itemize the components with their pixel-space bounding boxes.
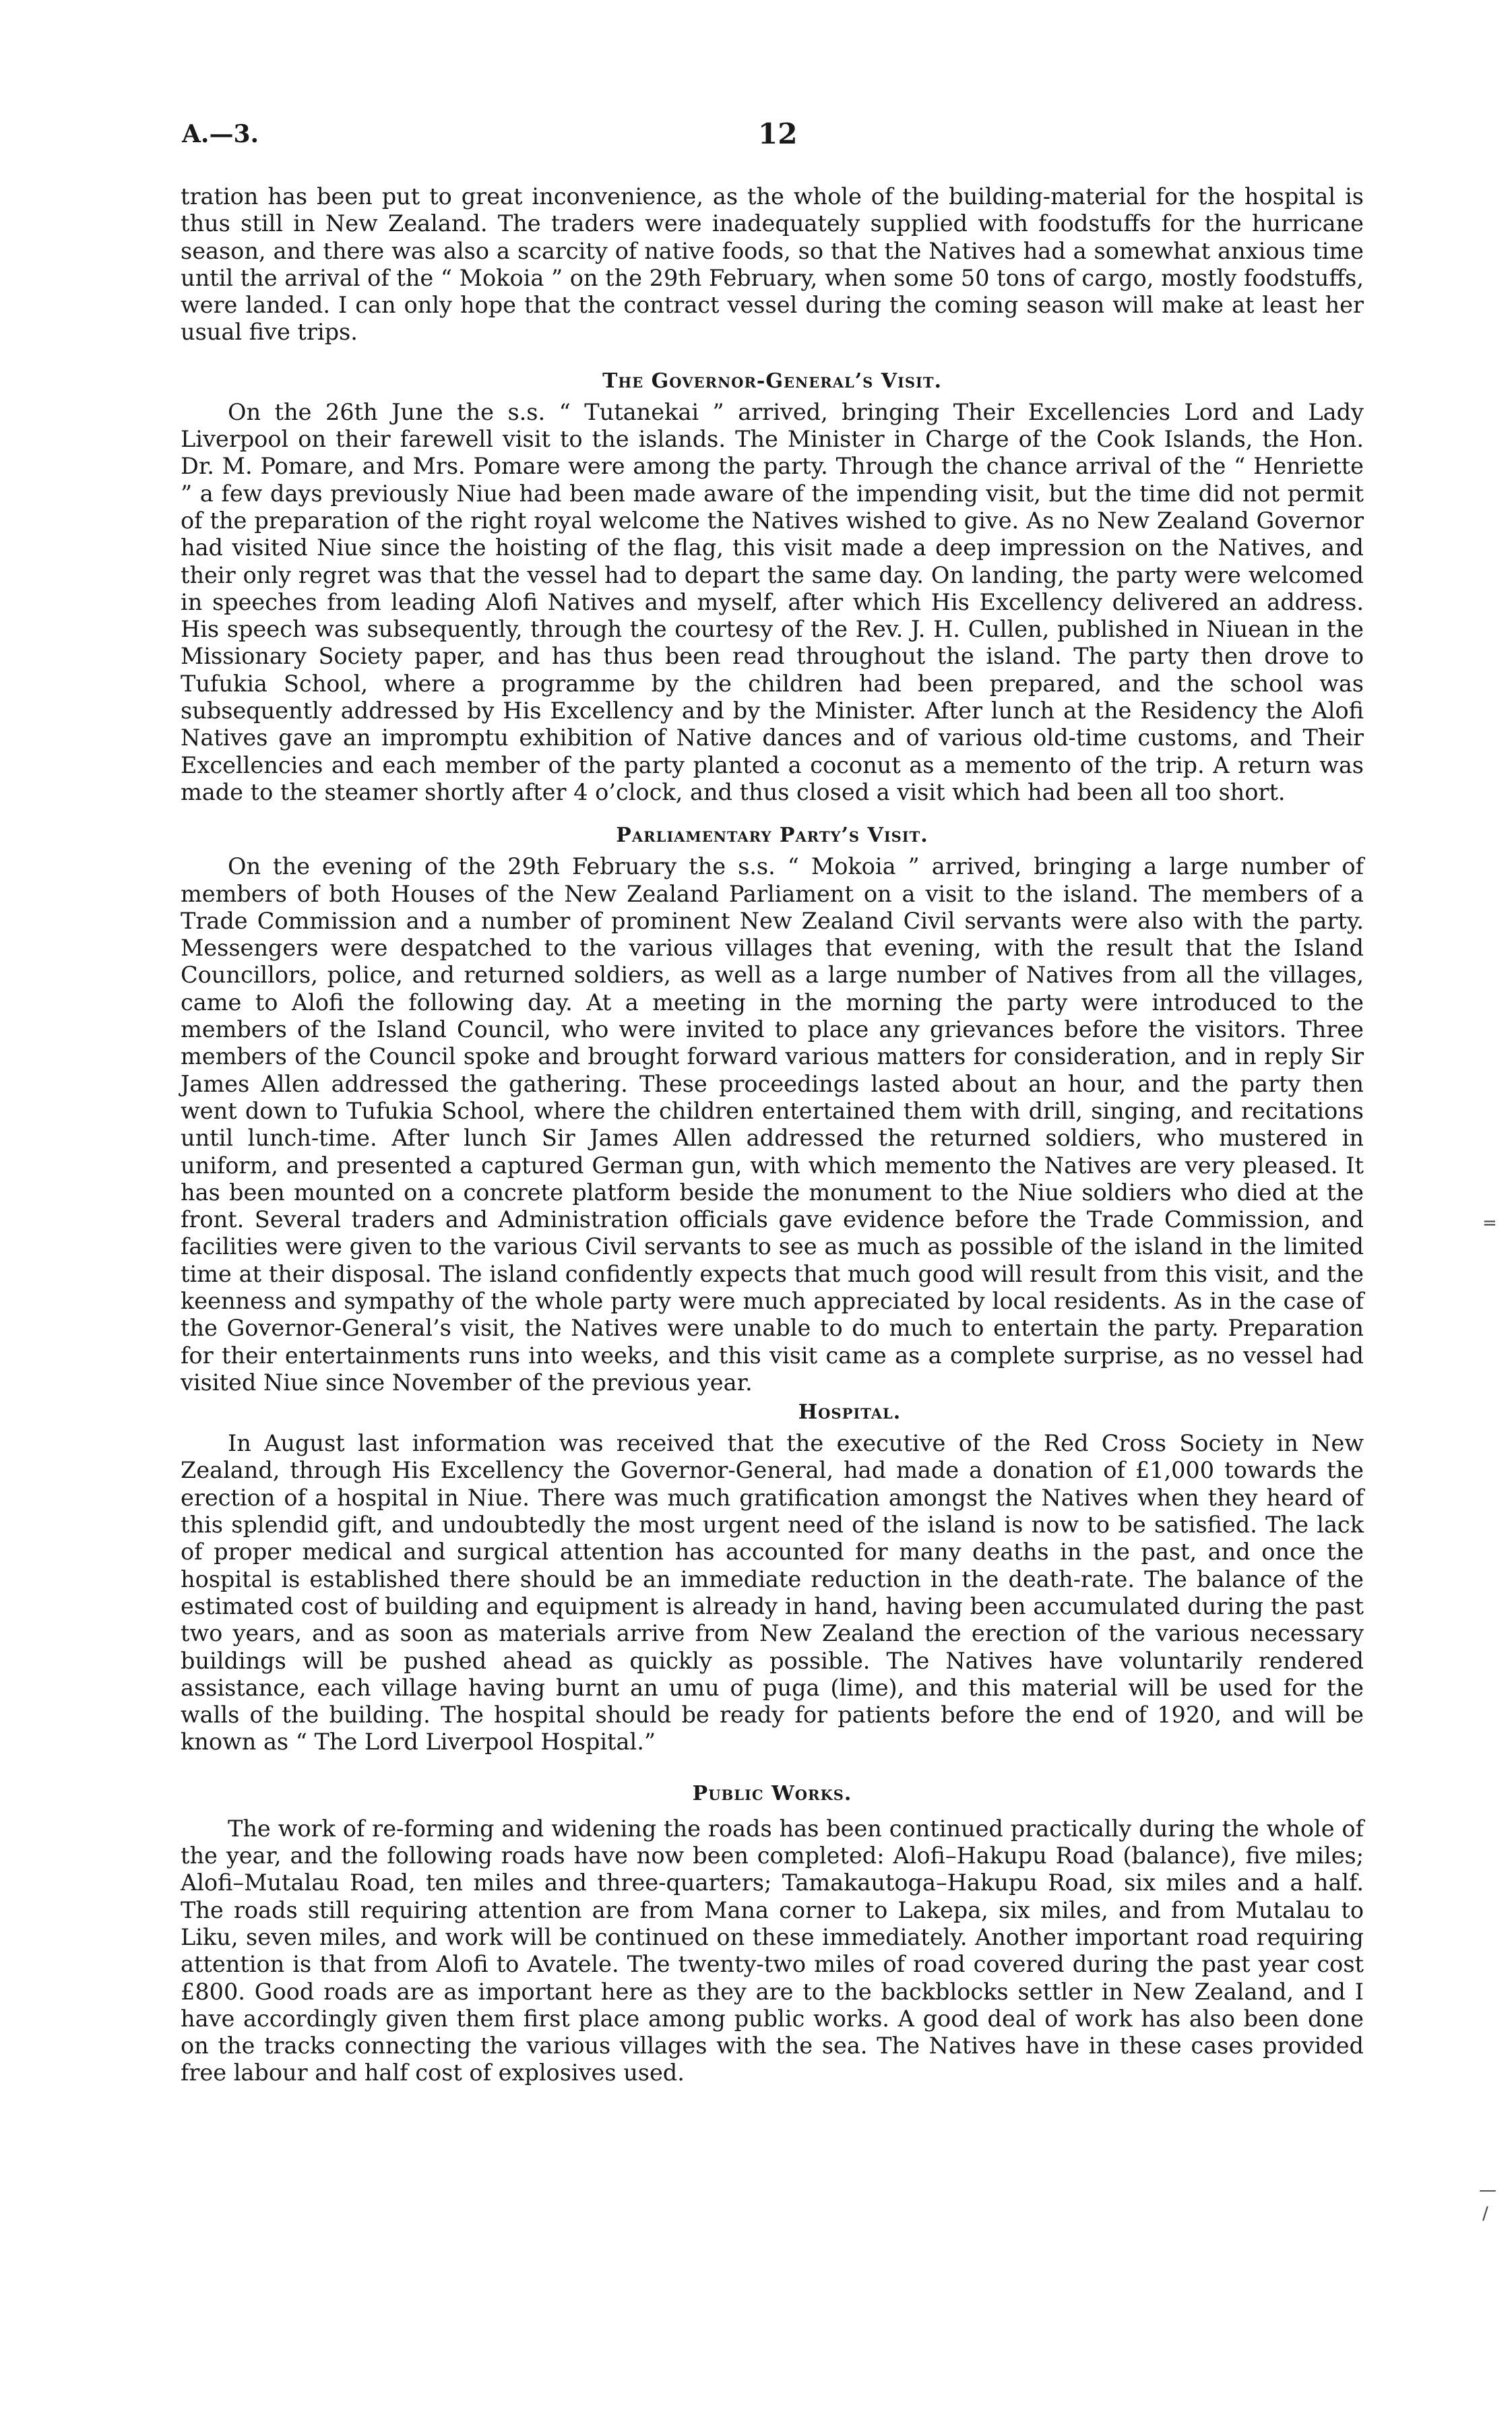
margin-scan-mark: =: [1482, 1213, 1497, 1233]
margin-scan-mark: —: [1479, 2180, 1497, 2200]
hospital-paragraph: In August last information was received that the executive of the Red Cross Society in New Zealand, through His Excellency the Governor-General, had made a donation of £1,000 towards the erection of a hospital in Niue. There was much gratification amongst the Natives when they heard of this splendid gift, and undoubtedly the most urgent need of the island is now to be satisfied. The lack of proper medical and surgical attention has accounted for many deaths in the past, and once the hospital is established there should be an immediate reduction in the death-rate. The balance of the estimated cost of building and equipment is already in hand, having been accumulated during the past two years, and as soon as materials arrive from New Zealand the erection of the various necessary buildings will be pushed ahead as quickly as possible. The Natives have voluntarily rendered assistance, each village having burnt an umu of puga (lime), and this material will be used for the walls of the building. The hospital should be ready for patients before the end of 1920, and will be known as “ The Lord Liverpool Hospital.”: [181, 1430, 1364, 1756]
section-heading-parliamentary-visit: Parliamentary Party’s Visit.: [616, 824, 928, 848]
public-works-paragraph: The work of re-forming and widening the roads has been continued practically during the whole of the year, and the following roads have now been completed: Alofi–Hakupu Road (balance), five miles; Alofi–Mutalau Road, ten miles and three-quarters; Tamakautoga–Hakupu Road, six miles and a half. The roads still requiring attention are from Mana corner to Lakepa, six miles, and from Mutalau to Liku, seven miles, and work will be continued on these immediately. Another important road requiring attention is that from Alofi to Avatele. The twenty-two miles of road covered during the past year cost £800. Good roads are as important here as they are to the backblocks settler in New Zealand, and I have accordingly given them first place among public works. A good deal of work has also been done on the tracks connecting the various villages with the sea. The Natives have in these cases provided free labour and half cost of explosives used.: [181, 1815, 1364, 2086]
governor-visit-paragraph: On the 26th June the s.s. “ Tutanekai ” arrived, bringing Their Excellencies Lord and Lady Liverpool on their farewell visit to the islands. The Minister in Charge of the Cook Islands, the Hon. Dr. M. Pomare, and Mrs. Pomare were among the party. Through the chance arrival of the “ Henriette ” a few days previously Niue had been made aware of the impending visit, but the time did not permit of the preparation of the right royal welcome the Natives wished to give. As no New Zealand Governor had visited Niue since the hoisting of the flag, this visit made a deep impression on the Natives, and their only regret was that the vessel had to depart the same day. On landing, the party were welcomed in speeches from leading Alofi Natives and myself, after which His Excellency delivered an address. His speech was subsequently, through the courtesy of the Rev. J. H. Cullen, published in Niuean in the Missionary Society paper, and has thus been read throughout the island. The party then drove to Tufukia School, where a programme by the children had been prepared, and the school was subsequently addressed by His Excellency and by the Minister. After lunch at the Residency the Alofi Natives gave an impromptu exhibition of Native dances and of various old-time customs, and Their Excellencies and each member of the party planted a coconut as a memento of the trip. A return was made to the steamer shortly after 4 o’clock, and thus closed a visit which had been all too short.: [181, 398, 1364, 805]
parliamentary-visit-paragraph: On the evening of the 29th February the s.s. “ Mokoia ” arrived, bringing a large number of members of both Houses of the New Zealand Parliament on a visit to the island. The members of a Trade Commission and a number of prominent New Zealand Civil servants were also with the party. Messengers were despatched to the various villages that evening, with the result that the Island Councillors, police, and returned soldiers, as well as a large number of Natives from all the villages, came to Alofi the following day. At a meeting in the morning the party were introduced to the members of the Island Council, who were invited to place any grievances before the visitors. Three members of the Council spoke and brought forward various matters for consideration, and in reply Sir James Allen addressed the gathering. These proceedings lasted about an hour, and the party then went down to Tufukia School, where the children entertained them with drill, singing, and recitations until lunch-time. After lunch Sir James Allen addressed the returned soldiers, who mustered in uniform, and presented a captured German gun, with which memento the Natives are very pleased. It has been mounted on a concrete platform beside the monument to the Niue soldiers who died at the front. Several traders and Administration officials gave evidence before the Trade Commission, and facilities were given to the various Civil servants to see as much as possible of the island in the limited time at their disposal. The island confidently expects that much good will result from this visit, and the keenness and sympathy of the whole party were much appreciated by local residents. As in the case of the Governor-General’s visit, the Natives were unable to do much to entertain the party. Preparation for their entertainments runs into weeks, and this visit came as a complete surprise, as no vessel had visited Niue since November of the previous year.: [181, 853, 1364, 1396]
page-number: 12: [758, 117, 798, 150]
page-header: [182, 117, 1361, 160]
section-heading-hospital: Hospital.: [798, 1400, 902, 1425]
document-reference: A.—3.: [182, 120, 259, 148]
intro-paragraph: tration has been put to great inconvenience, as the whole of the building-material for the hospital is thus still in New Zealand. The traders were inadequately supplied with foodstuffs for the hurricane season, and there was also a scarcity of native foods, so that the Natives had a somewhat anxious time until the arrival of the “ Mokoia ” on the 29th February, when some 50 tons of cargo, mostly foodstuffs, were landed. I can only hope that the contract vessel during the coming season will make at least her usual five trips.: [181, 183, 1364, 346]
body-text: [181, 183, 1364, 2087]
margin-scan-mark: /: [1482, 2204, 1488, 2224]
section-heading-governor-visit: The Governor-General’s Visit.: [602, 369, 942, 393]
section-heading-public-works: Public Works.: [692, 1781, 852, 1805]
